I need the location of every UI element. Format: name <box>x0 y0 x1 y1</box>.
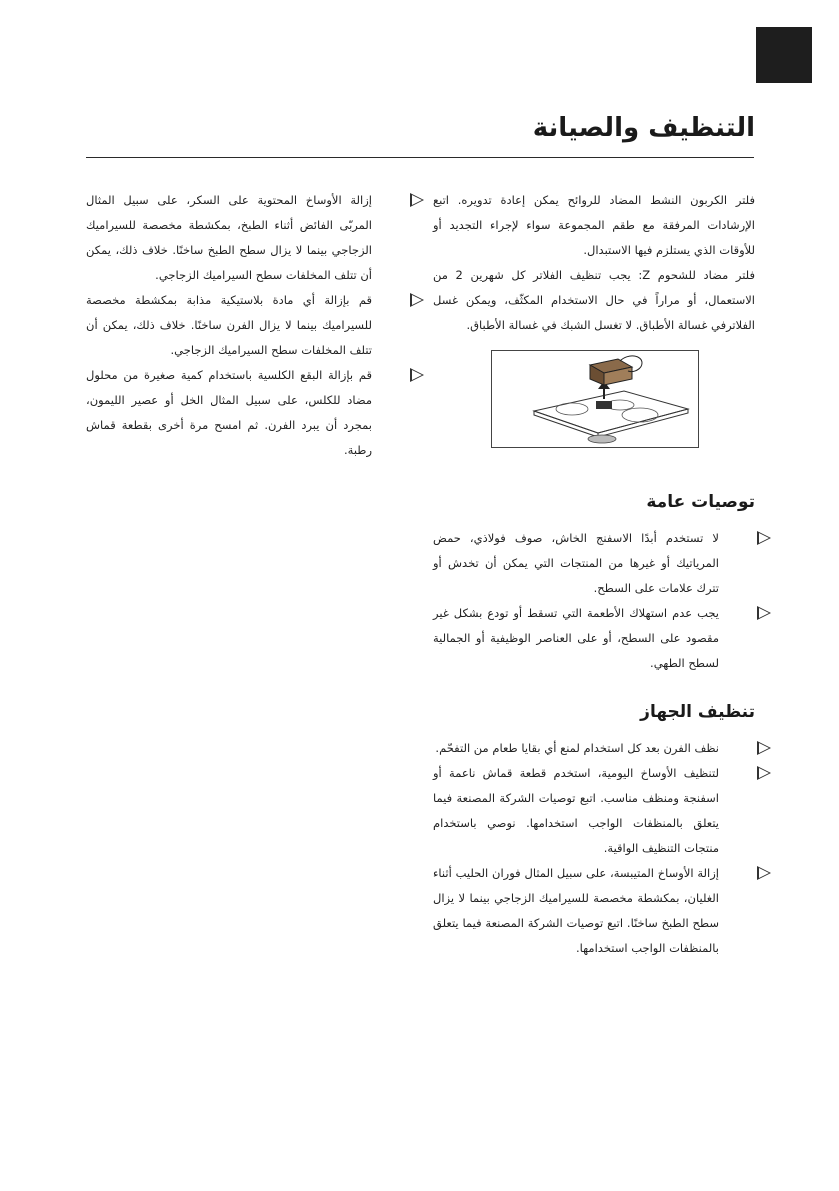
hob-filter-drawing <box>492 351 698 447</box>
page-corner-tab <box>756 27 812 83</box>
bullet-text: يجب عدم استهلاك الأطعمة التي تسقط أو تودع بشكل غير مقصود على السطح، أو على العناصر الوظيفية أو الجمالية لسطح الطهي. <box>433 606 719 670</box>
bullet-text: نظف الفرن بعد كل استخدام لمنع أي بقايا طعام من التفحّم. <box>435 741 719 755</box>
filter-paragraph-carbon: فلتر الكربون النشط المضاد للروائح يمكن إعادة تدويره. اتبع الإرشادات المرفقة مع طقم المجموعة سواء لإجراء التجديد أو للأوقات الذي يستلزم فيها الاستبدال. <box>433 193 755 257</box>
bullet-item <box>433 861 755 961</box>
bullet-text: إزالة الأوساخ المحتوية على السكر، على سبيل المثال المربّى الفائض أثناء الطبخ، بمكشطة مخصصة للسيراميك الزجاجي بينما لا يزال سطح الطبخ ساخنًا. خلاف ذلك، يمكن أن تتلف المخلفات سطح السيراميك الزجاجي. <box>86 193 372 282</box>
bullet-item <box>86 363 408 463</box>
bullet-text: إزالة الأوساخ المتيبسة، على سبيل المثال فوران الحليب أثناء الغليان، بمكشطة مخصصة للسيراميك الزجاجي بينما لا يزال سطح الطبخ ساخنًا. اتبع توصيات الشركة المصنعة فيما يتعلق بالمنظفات الواجب استخدامها. <box>433 866 719 955</box>
bullet-item <box>86 288 408 363</box>
bullet-item <box>433 526 755 601</box>
page-title: التنظيف والصيانة <box>532 113 755 143</box>
bullet-text: قم بإزالة البقع الكلسية باستخدام كمية صغيرة من محلول مضاد للكلس، على سبيل المثال الخل أو عصير الليمون، بمجرد أن يبرد الفرن. ثم امسح مرة أخرى بقطعة قماش رطبة. <box>86 368 372 457</box>
hob-filter-illustration <box>491 350 699 448</box>
bullet-text: لا تستخدم أبدًا الاسفنج الخاش، صوف فولاذي، حمض المرياتيك أو غيرها من المنتجات التي يمكن أن تخدش أو تترك علامات على السطح. <box>433 531 719 595</box>
right-column <box>433 188 755 961</box>
bullet-item <box>433 736 755 761</box>
title-divider <box>86 157 754 158</box>
filter-paragraph-grease: فلتر مضاد للشحوم Z: يجب تنظيف الفلاتر كل شهرين 2 من الاستعمال، أو مراراً في حال الاستخدام المكثّف، ويمكن غسل الفلاترفي غسالة الأطباق. لا تغسل الشبك في غسالة الأطباق. <box>433 268 755 332</box>
bullet-item <box>86 188 408 288</box>
section-heading-general: توصيات عامة <box>646 492 755 512</box>
bullet-item <box>433 761 755 861</box>
bullet-text: لتنظيف الأوساخ اليومية، استخدم قطعة قماش ناعمة أو اسفنجة ومنظف مناسب. اتبع توصيات الشركة المصنعة فيما يتعلق بالمنظفات الواجب استخدامها. نوصي باستخدام منتجات التنظيف الواقية. <box>433 766 719 855</box>
bullet-item <box>433 601 755 676</box>
left-column <box>86 188 408 463</box>
bullet-text: قم بإزالة أي مادة بلاستيكية مذابة بمكشطة مخصصة للسيراميك بينما لا يزال الفرن ساخنًا. خلاف ذلك، يمكن أن تتلف المخلفات سطح السيراميك الزجاجي. <box>86 293 372 357</box>
section-heading-cleaning: تنظيف الجهاز <box>640 702 755 722</box>
